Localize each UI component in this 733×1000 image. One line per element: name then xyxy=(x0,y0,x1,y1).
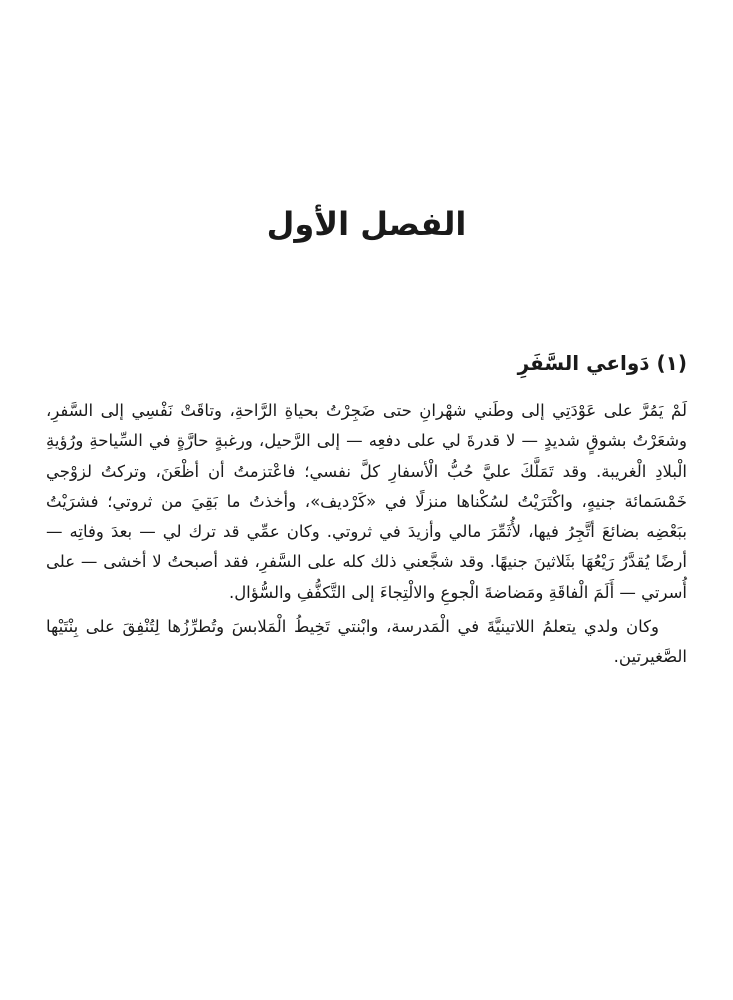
section-heading: (١) دَواعي السَّفَرِ xyxy=(517,351,687,375)
chapter-title: الفصل الأول xyxy=(266,205,467,243)
paragraph-2: وكان ولدي يتعلمُ اللاتينيَّةَ في الْمَدرسة، وابْنتي تَخِيطُ الْمَلابسَ وتُطرِّزُها لِتُنْفِقَ على بِنْتَيْها الصَّغيرتين. xyxy=(46,617,687,667)
paragraph-1: لَمْ يَمُرَّ على عَوْدَتِي إلى وطَني شهْرانِ حتى ضَجِرْتُ بحياةِ الرَّاحةِ، وتاقَتْ نَفْسِي إلى السَّفرِ، وشعَرْتُ بشوقٍ شديدٍ — لا قدرةَ لي على دفعِه — إلى الرَّحيل، ورغبةٍ حارَّةٍ في السِّياحةِ ورُؤيةِ الْبلادِ الْغريبة. وقد تَمَلَّكَ عليَّ حُبُّ الْأسفارِ كلَّ نفسي؛ فاعْتزمتُ أن أظْعَنَ، وتركتُ لزوْجي خَمْسَمائة جنيهٍ، واكْتَرَيْتُ لسُكْناها منزلًا في «كَرْديف»، وأخذتُ ما بَقِيَ من ثروتي؛ فشرَيْتُ ببَعْضِه بضائعَ أتَّجِرُ فيها، لأُثَمِّرَ مالي وأزيدَ في ثروتي. وكان عمِّي قد ترك لي — بعدَ وفاتِه — أرضًا يُقدَّرُ رَيْعُهَا بثَلاثينَ جنيهًا. وقد شجَّعني ذلك كله على السَّفرِ، فقد أصبحتُ لا أخشى — على أُسرتي — أَلَمَ الْفاقَةِ ومَضاضةَ الْجوعِ والالْتِجاءَ إلى التَّكفُّفِ والسُّؤال. xyxy=(46,401,687,602)
body-text xyxy=(46,396,687,673)
